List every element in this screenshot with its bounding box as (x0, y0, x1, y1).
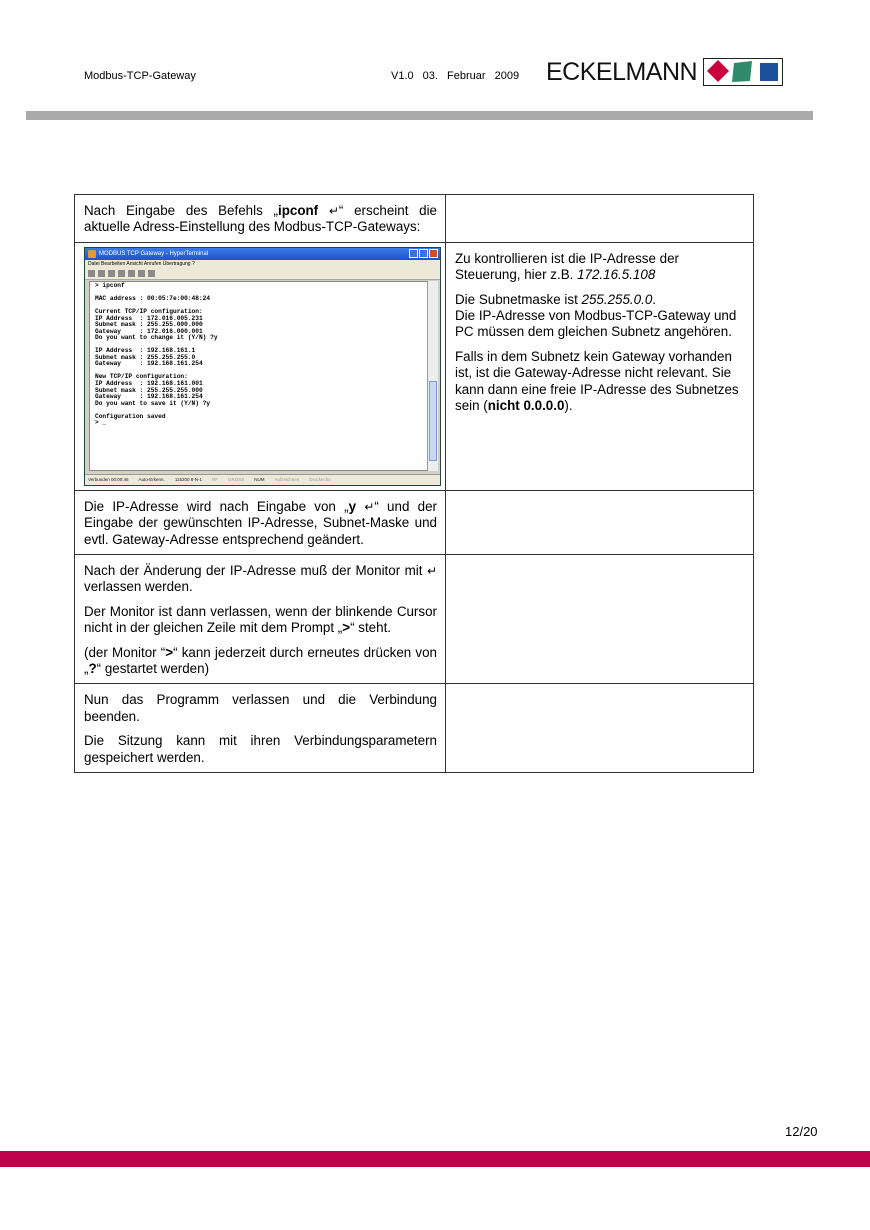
paragraph (84, 203, 437, 236)
receive-icon (138, 270, 145, 277)
text-run: 172.16.5.108 (577, 267, 656, 283)
maximize-icon (419, 249, 428, 258)
row-1-right (446, 195, 754, 243)
ht-terminal-screen (89, 281, 428, 471)
logo-blue-square (760, 63, 778, 81)
company-logo (546, 57, 783, 87)
logo-text: ECKELMANN (546, 57, 698, 86)
text-run: “ steht. (350, 620, 392, 636)
phone-icon (108, 270, 115, 277)
paragraph (84, 733, 437, 766)
paragraph (455, 292, 745, 341)
text-run: Zu kontrollieren ist die IP-Adresse der Steuerung, hier z.B. (455, 250, 680, 283)
text-run: > (342, 620, 351, 636)
paragraph (84, 645, 437, 678)
text-run: Nun das Programm verlassen und die Verbindung beenden. (84, 692, 437, 724)
text-run: (der Monitor “ (84, 644, 166, 660)
properties-icon (148, 270, 155, 277)
ht-statusbar (85, 474, 441, 485)
paragraph (84, 604, 437, 637)
row-3-left (75, 490, 446, 554)
text-run: ). (564, 398, 573, 414)
return-key-icon: ↵ (328, 204, 339, 218)
status-connected: Verbunden 00:00:46 (88, 476, 129, 482)
text-run: Nach Eingabe des Befehls „ (84, 203, 278, 218)
terminal-output: > ipconf MAC address : 00:05:7e:00:48:24 Current TCP/IP configuration: IP Address : 172.016.005.231 Subnet mask : 255.255.000.000 Gateway : 172.016.000.001 Do you want to change it (Y/N) ?y IP Address : 192.168.161.1 Subnet mask : 255.255.255.0 Gateway : 192.168.161.254 New TCP/IP configuration: IP Address : 192.168.161.001 Subnet mask : 255.255.255.000 Gateway : 192.168.161.254 Do you want to save it (Y/N) ?y Configuration saved > _ (95, 281, 218, 427)
footer-rule (0, 1151, 870, 1167)
paragraph (84, 692, 437, 725)
hyperterminal-screenshot (84, 247, 441, 486)
ht-scrollbar-thumb (429, 381, 437, 461)
row-4-right (446, 555, 754, 684)
new-file-icon (88, 270, 95, 277)
send-icon (128, 270, 135, 277)
logo-green-square (732, 61, 752, 82)
text-run: verlassen werden. (84, 579, 193, 595)
header-version-date: V1.0 03. Februar 2009 (391, 70, 520, 82)
header-rule (26, 111, 813, 120)
status-capture: Aufzeichnen (274, 476, 300, 482)
text-run: Die Sitzung kann mit ihren Verbindungsparametern gespeichert werden. (84, 733, 437, 765)
ht-scrollbar (427, 281, 438, 471)
row-5-right (446, 684, 754, 773)
steps-table (74, 194, 754, 773)
header-doc-title: Modbus-TCP-Gateway (84, 70, 196, 82)
return-key-icon: ↵ (426, 564, 437, 579)
text-run: Nach der Änderung der IP-Adresse muß der Monitor mit (84, 563, 427, 579)
logo-squares-icon (703, 58, 783, 86)
row-2-left (75, 242, 446, 490)
row-3-right (446, 490, 754, 554)
close-icon (429, 249, 438, 258)
ht-window-title: MODBUS TCP Gateway - HyperTerminal (99, 250, 209, 257)
text-run: Der Monitor ist dann verlassen, wenn der blinkende Cursor nicht in der gleichen Zeile mit dem Prompt „ (84, 603, 437, 636)
logo-red-diamond (707, 60, 729, 82)
ht-titlebar (85, 248, 440, 260)
text-run: “ erscheint die aktuelle Adress-Einstellung des Modbus-TCP-Gateways: (84, 203, 438, 235)
text-run: Falls in dem Subnetz kein Gateway vorhanden ist, ist die Gateway-Adresse nicht relevant. Sie kann dann eine freie IP-Adresse des Subnetzes sein ( (455, 348, 739, 414)
text-run: y (348, 498, 365, 514)
ht-toolbar (85, 269, 440, 280)
row-4-left (75, 555, 446, 684)
open-file-icon (98, 270, 105, 277)
status-scroll: RF (212, 476, 218, 482)
text-run: Die Subnetmaske ist (455, 291, 582, 307)
text-run: “ kann jederzeit durch erneutes drücken von „ (84, 644, 437, 677)
table-row (75, 684, 754, 773)
text-run: Die IP-Adresse von Modbus-TCP-Gateway und PC müssen dem gleichen Subnetz angehören. (455, 308, 737, 340)
text-run: Die IP-Adresse wird nach Eingabe von „ (84, 498, 349, 514)
paragraph (84, 563, 437, 596)
status-caps: GROSS (228, 476, 245, 482)
status-auto: Auto-Erkenn. (138, 476, 165, 482)
text-run: nicht 0.0.0.0 (487, 398, 565, 414)
paragraph (455, 251, 745, 284)
row-2-right (446, 242, 754, 490)
text-run: > (165, 644, 174, 660)
table-row (75, 242, 754, 490)
text-run: ipconf (277, 203, 329, 218)
table-row (75, 555, 754, 684)
return-key-icon: ↵ (364, 499, 375, 514)
table-row (75, 490, 754, 554)
text-run: . (652, 291, 657, 307)
status-echo: Druckecho (309, 476, 331, 482)
page-number: 12/20 (785, 1124, 818, 1139)
minimize-icon (409, 249, 418, 258)
text-run: “ und der Eingabe der gewünschten IP-Adresse, Subnet-Maske und evtl. Gateway-Adresse entsprechend geändert. (84, 498, 437, 547)
text-run: ? (88, 661, 97, 677)
row-1-left (75, 195, 446, 243)
status-num: NUM (254, 476, 265, 482)
paragraph (455, 349, 745, 415)
disconnect-icon (118, 270, 125, 277)
text-run: “ gestartet werden) (96, 661, 210, 677)
status-port: 115200 8-N-1 (174, 476, 202, 482)
text-run: 255.255.0.0 (581, 291, 653, 307)
table-row (75, 195, 754, 243)
hyperterminal-app-icon (88, 250, 96, 258)
ht-menubar: Datei Bearbeiten Ansicht Anrufen Übertragung ? (85, 260, 440, 269)
row-5-left (75, 684, 446, 773)
paragraph (84, 499, 437, 548)
